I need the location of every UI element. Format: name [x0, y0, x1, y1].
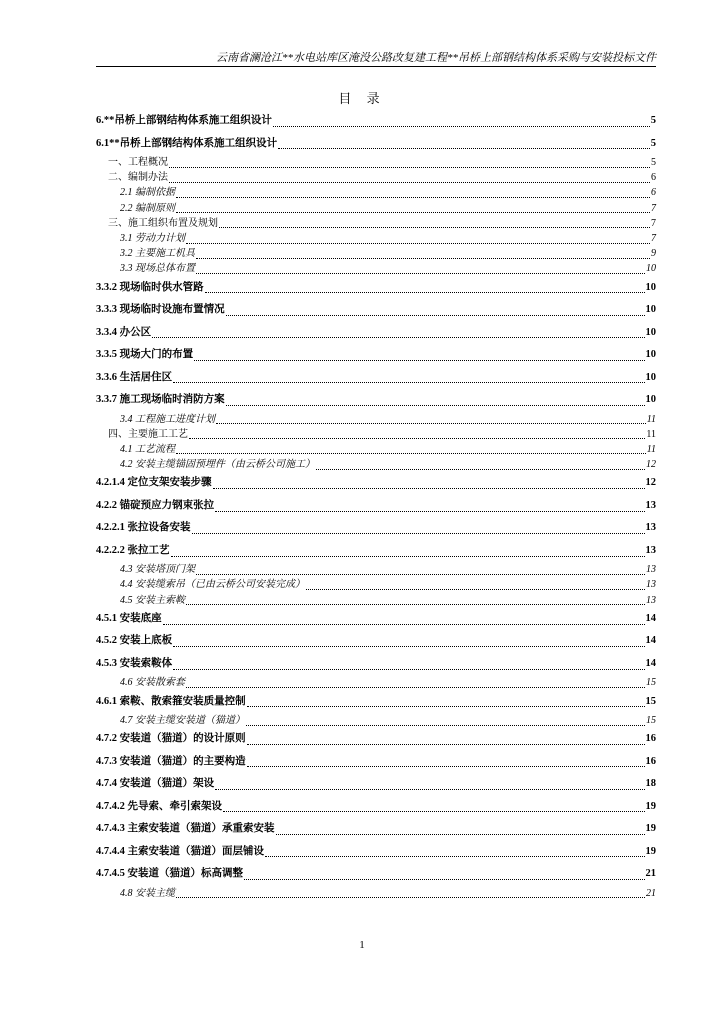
- dot-leader: [205, 291, 645, 293]
- toc-entry-page: 10: [646, 299, 657, 322]
- toc-entry-text: 4.2.2.2 张拉工艺: [96, 540, 170, 563]
- toc-entry-text: 二、编制办法: [108, 170, 168, 185]
- dot-leader: [265, 855, 645, 857]
- toc-entry-page: 6: [651, 185, 656, 200]
- dot-leader: [215, 788, 644, 790]
- toc-entry-text: 4.2.1.4 定位支架安装步骤: [96, 472, 212, 495]
- toc-entry-page: 9: [651, 246, 656, 261]
- toc-entry-page: 5: [651, 155, 656, 170]
- toc-entry-text: 4.5.3 安装索鞍体: [96, 653, 172, 676]
- toc-entry-page: 16: [646, 728, 657, 751]
- toc-entry-page: 5: [651, 133, 656, 156]
- toc-entry-page: 12: [646, 472, 657, 495]
- toc-entry[interactable]: [96, 185, 656, 200]
- toc-entry-page: 13: [646, 540, 657, 563]
- toc-entry[interactable]: [96, 277, 656, 300]
- toc-entry[interactable]: [96, 457, 656, 472]
- toc-entry-page: 19: [646, 796, 657, 819]
- dot-leader: [173, 668, 644, 670]
- toc-entry-page: 11: [647, 412, 656, 427]
- toc-entry-text: 4.6.1 索鞍、散索箍安装质量控制: [96, 691, 246, 714]
- toc-entry[interactable]: [96, 540, 656, 563]
- dot-leader: [186, 242, 650, 244]
- dot-leader: [163, 623, 645, 625]
- toc-entry-text: 4.7.4.2 先导索、牵引索架设: [96, 796, 222, 819]
- table-of-contents: [96, 110, 656, 901]
- toc-entry-text: 3.3.7 施工现场临时消防方案: [96, 389, 225, 412]
- toc-entry[interactable]: [96, 170, 656, 185]
- toc-entry-page: 7: [651, 216, 656, 231]
- dot-leader: [215, 510, 644, 512]
- toc-entry[interactable]: [96, 691, 656, 714]
- toc-entry-text: 4.7.2 安装道（猫道）的设计原则: [96, 728, 246, 751]
- toc-entry-text: 4.5 安装主索鞍: [120, 593, 185, 608]
- toc-entry[interactable]: [96, 577, 656, 592]
- toc-entry-page: 10: [646, 344, 657, 367]
- toc-entry[interactable]: [96, 562, 656, 577]
- toc-entry[interactable]: [96, 344, 656, 367]
- page-number: 1: [359, 939, 365, 951]
- toc-title: 目 录: [338, 91, 386, 106]
- toc-entry-text: 三、施工组织布置及规划: [108, 216, 218, 231]
- dot-leader: [186, 603, 645, 605]
- dot-leader: [276, 833, 645, 835]
- toc-entry-text: 3.3.2 现场临时供水管路: [96, 277, 204, 300]
- toc-entry[interactable]: [96, 863, 656, 886]
- toc-entry-page: 10: [646, 277, 657, 300]
- toc-entry-text: 3.3.4 办公区: [96, 322, 151, 345]
- toc-entry-text: 3.1 劳动力计划: [120, 231, 185, 246]
- toc-entry-page: 10: [646, 367, 657, 390]
- toc-entry-page: 11: [646, 427, 656, 442]
- toc-entry-text: 3.3.6 生活居住区: [96, 367, 172, 390]
- toc-entry-page: 5: [651, 110, 656, 133]
- dot-leader: [213, 487, 645, 489]
- dot-leader: [171, 555, 645, 557]
- dot-leader: [306, 588, 645, 590]
- dot-leader: [186, 686, 645, 688]
- toc-entry-text: 4.7.3 安装道（猫道）的主要构造: [96, 751, 246, 774]
- toc-entry-text: 4.4 安装缆索吊（已由云桥公司安装完成）: [120, 577, 305, 592]
- toc-entry-page: 10: [646, 389, 657, 412]
- toc-entry[interactable]: [96, 367, 656, 390]
- dot-leader: [246, 724, 645, 726]
- dot-leader: [189, 437, 645, 439]
- toc-entry-text: 4.7.4.3 主索安装道（猫道）承重索安装: [96, 818, 275, 841]
- dot-leader: [226, 314, 645, 316]
- toc-entry-page: 14: [646, 608, 657, 631]
- dot-leader: [247, 743, 645, 745]
- toc-entry-text: 3.3.3 现场临时设施布置情况: [96, 299, 225, 322]
- toc-entry-page: 13: [646, 562, 656, 577]
- toc-entry-text: 3.3 现场总体布置: [120, 261, 195, 276]
- toc-entry[interactable]: [96, 216, 656, 231]
- toc-entry-text: 6.**吊桥上部钢结构体系施工组织设计: [96, 110, 272, 133]
- toc-entry-page: 18: [646, 773, 657, 796]
- toc-entry[interactable]: [96, 675, 656, 690]
- toc-entry-page: 13: [646, 577, 656, 592]
- dot-leader: [247, 765, 645, 767]
- dot-leader: [196, 573, 645, 575]
- toc-entry-page: 6: [651, 170, 656, 185]
- toc-entry[interactable]: [96, 630, 656, 653]
- toc-entry[interactable]: [96, 713, 656, 728]
- toc-entry-text: 4.2 安装主缆锚固预埋件（由云桥公司施工）: [120, 457, 315, 472]
- toc-entry-page: 13: [646, 495, 657, 518]
- dot-leader: [196, 257, 650, 259]
- toc-entry-page: 10: [646, 322, 657, 345]
- toc-entry[interactable]: [96, 886, 656, 901]
- toc-entry-text: 4.1 工艺流程: [120, 442, 175, 457]
- toc-entry[interactable]: [96, 728, 656, 751]
- toc-entry-page: 15: [646, 713, 656, 728]
- toc-entry-text: 3.4 工程施工进度计划: [120, 412, 215, 427]
- toc-entry[interactable]: [96, 495, 656, 518]
- toc-entry-page: 16: [646, 751, 657, 774]
- dot-leader: [273, 125, 650, 127]
- toc-entry-page: 21: [646, 886, 656, 901]
- toc-entry-page: 14: [646, 653, 657, 676]
- toc-entry-text: 2.2 编制原则: [120, 201, 175, 216]
- dot-leader: [176, 452, 646, 454]
- toc-entry-page: 19: [646, 818, 657, 841]
- dot-leader: [216, 422, 646, 424]
- toc-entry-page: 13: [646, 517, 657, 540]
- toc-entry-text: 四、主要施工工艺: [108, 427, 188, 442]
- toc-entry-text: 4.2.2.1 张拉设备安装: [96, 517, 191, 540]
- toc-entry-page: 7: [651, 231, 656, 246]
- toc-entry-text: 4.2.2 锚碇预应力钢束张拉: [96, 495, 214, 518]
- dot-leader: [176, 196, 650, 198]
- toc-entry[interactable]: [96, 593, 656, 608]
- dot-leader: [244, 878, 645, 880]
- toc-entry[interactable]: [96, 517, 656, 540]
- toc-entry[interactable]: [96, 427, 656, 442]
- toc-entry-text: 4.7.4 安装道（猫道）架设: [96, 773, 214, 796]
- toc-entry-page: 10: [646, 261, 656, 276]
- toc-entry[interactable]: [96, 653, 656, 676]
- toc-entry-text: 4.5.1 安装底座: [96, 608, 162, 631]
- dot-leader: [316, 468, 645, 470]
- toc-entry-text: 一、工程概况: [108, 155, 168, 170]
- running-header: 云南省澜沧江**水电站库区淹没公路改复建工程**吊桥上部钢结构体系采购与安装投标文件: [96, 50, 656, 67]
- toc-entry[interactable]: [96, 246, 656, 261]
- dot-leader: [194, 359, 644, 361]
- toc-entry-text: 3.3.5 现场大门的布置: [96, 344, 193, 367]
- dot-leader: [176, 896, 645, 898]
- dot-leader: [169, 181, 650, 183]
- toc-entry[interactable]: [96, 773, 656, 796]
- toc-entry-text: 4.7.4.4 主索安装道（猫道）面层铺设: [96, 841, 264, 864]
- dot-leader: [223, 810, 645, 812]
- toc-entry[interactable]: [96, 412, 656, 427]
- toc-entry-text: 4.5.2 安装上底板: [96, 630, 172, 653]
- dot-leader: [219, 226, 650, 228]
- toc-entry-text: 4.7 安装主缆安装道（猫道）: [120, 713, 245, 728]
- toc-entry[interactable]: [96, 261, 656, 276]
- toc-entry[interactable]: [96, 201, 656, 216]
- toc-entry[interactable]: [96, 322, 656, 345]
- toc-entry-page: 12: [646, 457, 656, 472]
- toc-entry[interactable]: [96, 608, 656, 631]
- toc-entry-page: 13: [646, 593, 656, 608]
- dot-leader: [169, 166, 650, 168]
- dot-leader: [192, 532, 645, 534]
- dot-leader: [173, 645, 644, 647]
- toc-entry-text: 2.1 编制依据: [120, 185, 175, 200]
- toc-entry[interactable]: [96, 442, 656, 457]
- toc-entry-text: 6.1**吊桥上部钢结构体系施工组织设计: [96, 133, 277, 156]
- dot-leader: [226, 404, 645, 406]
- toc-entry-page: 15: [646, 675, 656, 690]
- toc-entry[interactable]: [96, 133, 656, 156]
- toc-entry[interactable]: [96, 796, 656, 819]
- dot-leader: [176, 211, 650, 213]
- dot-leader: [196, 272, 645, 274]
- toc-entry-text: 4.7.4.5 安装道（猫道）标高调整: [96, 863, 243, 886]
- toc-entry-page: 19: [646, 841, 657, 864]
- toc-entry[interactable]: [96, 231, 656, 246]
- toc-entry[interactable]: [96, 818, 656, 841]
- dot-leader: [152, 336, 644, 338]
- toc-entry[interactable]: [96, 841, 656, 864]
- toc-entry[interactable]: [96, 472, 656, 495]
- dot-leader: [278, 147, 650, 149]
- toc-entry-text: 4.6 安装散索套: [120, 675, 185, 690]
- toc-entry-page: 21: [646, 863, 657, 886]
- dot-leader: [173, 381, 644, 383]
- toc-entry[interactable]: [96, 751, 656, 774]
- toc-entry-text: 3.2 主要施工机具: [120, 246, 195, 261]
- toc-entry-page: 14: [646, 630, 657, 653]
- toc-entry-page: 15: [646, 691, 657, 714]
- toc-entry[interactable]: [96, 389, 656, 412]
- dot-leader: [247, 705, 645, 707]
- toc-entry-text: 4.8 安装主缆: [120, 886, 175, 901]
- toc-entry[interactable]: [96, 299, 656, 322]
- toc-entry-page: 7: [651, 201, 656, 216]
- toc-entry[interactable]: [96, 155, 656, 170]
- toc-entry[interactable]: [96, 110, 656, 133]
- toc-entry-text: 4.3 安装塔顶门架: [120, 562, 195, 577]
- toc-entry-page: 11: [647, 442, 656, 457]
